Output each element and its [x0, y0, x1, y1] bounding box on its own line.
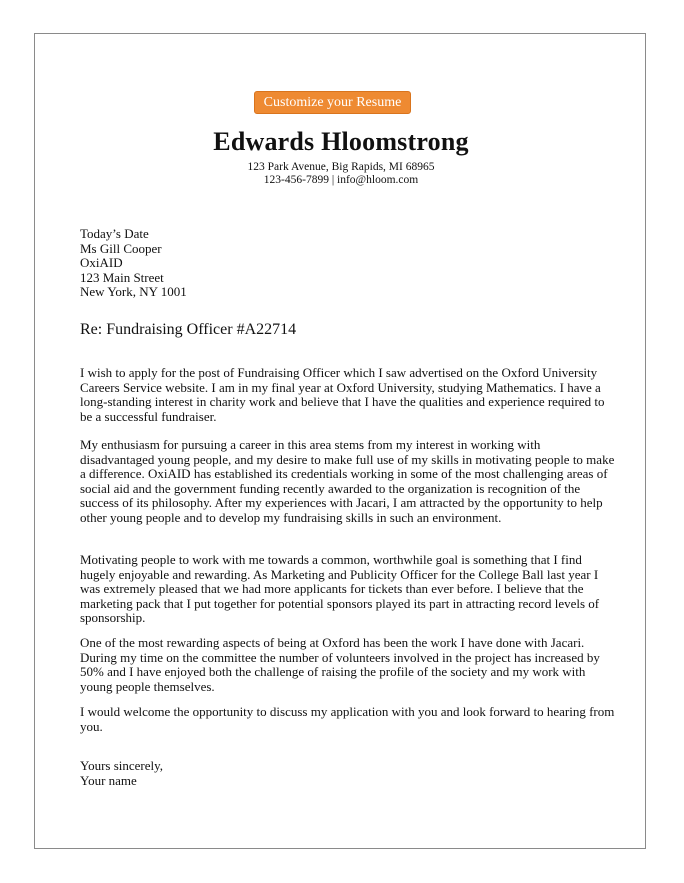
body-paragraph: I would welcome the opportunity to discuss my application with you and look forward to hearing from you. — [80, 704, 615, 734]
recipient-company: OxiAID — [80, 255, 123, 271]
body-paragraph: One of the most rewarding aspects of being at Oxford has been the work I have done with Jacari. During my time on the committee the number of volunteers involved in the project has increased by 50% and I have enjoyed both the challenge of raising the profile of the society and my work with young people themselves. — [80, 635, 600, 694]
closing-block — [80, 759, 615, 788]
body-paragraph: Motivating people to work with me towards a common, worthwhile goal is something that I find hugely enjoyable and rewarding. As Marketing and Publicity Officer for the College Ball last year I was extremely pleased that we had more applicants for tickets than ever before. I believe that the marketing pack that I put together for potential sponsors played its part in attracting record levels of sponsorship. — [80, 552, 600, 626]
recipient-block — [80, 227, 615, 300]
body-paragraph: My enthusiasm for pursuing a career in this area stems from my interest in working with disadvantaged young people, and my desire to make full use of my skills in motivating people to make a difference. OxiAID has established its credentials working in some of the most challenging areas of social aid and the government funding recently awarded to the organization is recognition of the success of its philosophy. After my experiences with Jacari, I am attracted by the opportunity to help other young people and to develop my fundraising skills in such an environment. — [80, 437, 615, 525]
letter-date: Today’s Date — [80, 226, 149, 241]
closing-salutation: Yours sincerely, — [80, 758, 164, 773]
customize-resume-button[interactable]: Customize your Resume — [254, 91, 411, 114]
recipient-name: Ms Gill Cooper — [80, 240, 162, 256]
recipient-city: New York, NY 1001 — [80, 284, 187, 300]
sender-contact: 123-456-7899 | info@hloom.com — [263, 174, 419, 186]
recipient-street: 123 Main Street — [80, 269, 164, 285]
sender-name: Edwards Hloomstrong — [213, 127, 469, 156]
letter-page — [34, 33, 646, 849]
sender-address: 123 Park Avenue, Big Rapids, MI 68965 — [247, 161, 435, 173]
closing-signature: Your name — [80, 772, 137, 788]
body-paragraph: I wish to apply for the post of Fundraising Officer which I saw advertised on the Oxford University Careers Service website. I am in my final year at Oxford University, studying Mathematics. I have a long-standing interest in charity work and believe that I have the qualities and experience required to be a successful fundraiser. — [80, 365, 605, 424]
letter-subject: Re: Fundraising Officer #A22714 — [80, 321, 297, 338]
